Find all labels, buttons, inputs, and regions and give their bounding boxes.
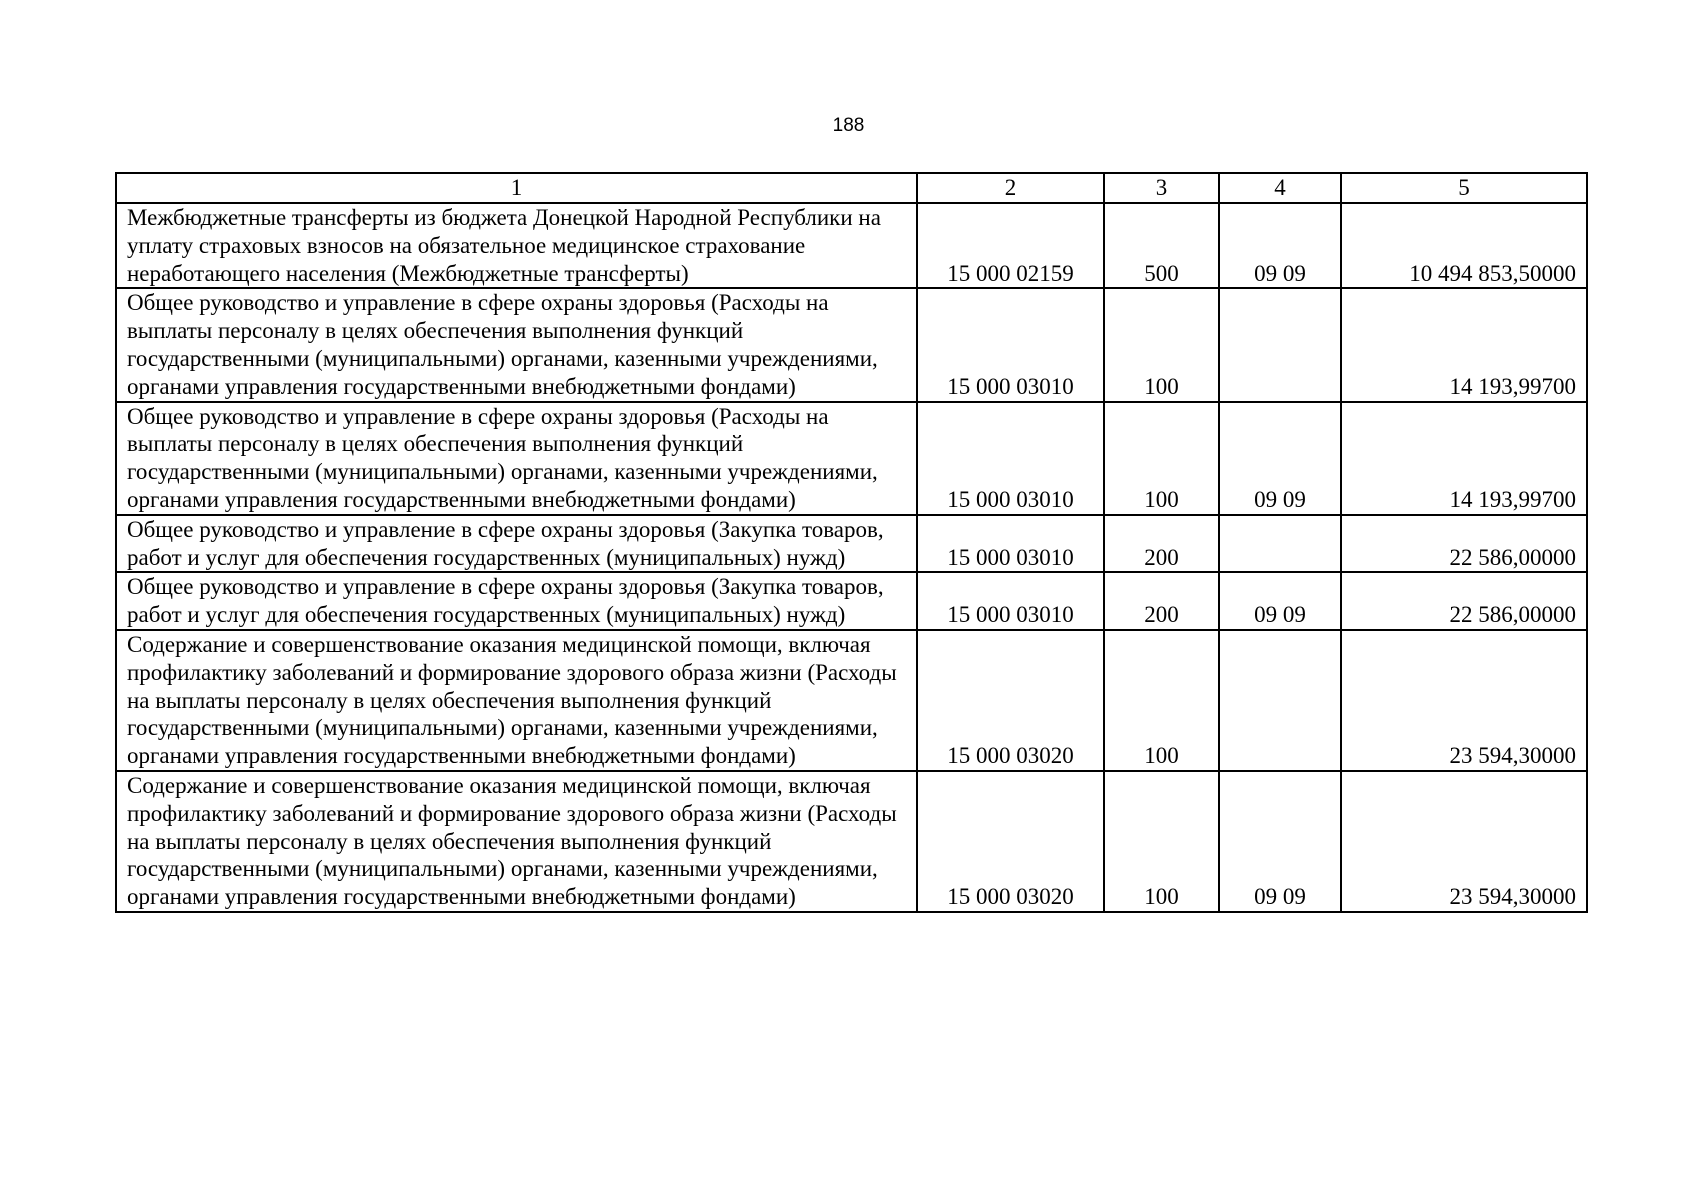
section-cell: 09 09 bbox=[1219, 771, 1341, 912]
section-cell bbox=[1219, 288, 1341, 401]
expense-name-cell: Содержание и совершенствование оказания медицинской помощи, включая профилактику заболеваний и формирование здорового образа жизни (Расходы на выплаты персоналу в целях обеспечения выполнения функций государственными (муниципальными) органами, казенными учреждениями, органами управления государственными внебюджетными фондами) bbox=[116, 630, 917, 771]
expense-name-cell: Общее руководство и управление в сфере охраны здоровья (Расходы на выплаты персоналу в целях обеспечения выполнения функций государственными (муниципальными) органами, казенными учреждениями, органами управления государственными внебюджетными фондами) bbox=[116, 288, 917, 401]
section-cell bbox=[1219, 515, 1341, 573]
amount-cell: 22 586,00000 bbox=[1341, 572, 1587, 630]
column-header-3: 3 bbox=[1104, 173, 1219, 203]
amount-cell: 22 586,00000 bbox=[1341, 515, 1587, 573]
table-row bbox=[116, 515, 1587, 573]
target-article-cell: 15 000 03020 bbox=[917, 630, 1104, 771]
amount-cell: 14 193,99700 bbox=[1341, 402, 1587, 515]
target-article-cell: 15 000 03010 bbox=[917, 515, 1104, 573]
column-header-4: 4 bbox=[1219, 173, 1341, 203]
target-article-cell: 15 000 02159 bbox=[917, 203, 1104, 288]
expense-name-cell: Общее руководство и управление в сфере охраны здоровья (Закупка товаров, работ и услуг для обеспечения государственных (муниципальных) нужд) bbox=[116, 572, 917, 630]
expense-type-cell: 200 bbox=[1104, 572, 1219, 630]
table-row bbox=[116, 288, 1587, 401]
table-row bbox=[116, 402, 1587, 515]
section-cell: 09 09 bbox=[1219, 572, 1341, 630]
table-row bbox=[116, 771, 1587, 912]
expense-type-cell: 100 bbox=[1104, 402, 1219, 515]
target-article-cell: 15 000 03010 bbox=[917, 402, 1104, 515]
target-article-cell: 15 000 03010 bbox=[917, 572, 1104, 630]
expense-type-cell: 100 bbox=[1104, 771, 1219, 912]
expense-name-cell: Содержание и совершенствование оказания медицинской помощи, включая профилактику заболеваний и формирование здорового образа жизни (Расходы на выплаты персоналу в целях обеспечения выполнения функций государственными (муниципальными) органами, казенными учреждениями, органами управления государственными внебюджетными фондами) bbox=[116, 771, 917, 912]
column-header-2: 2 bbox=[917, 173, 1104, 203]
table-header-row bbox=[116, 173, 1587, 203]
amount-cell: 10 494 853,50000 bbox=[1341, 203, 1587, 288]
expense-name-cell: Общее руководство и управление в сфере охраны здоровья (Расходы на выплаты персоналу в целях обеспечения выполнения функций государственными (муниципальными) органами, казенными учреждениями, органами управления государственными внебюджетными фондами) bbox=[116, 402, 917, 515]
expense-type-cell: 100 bbox=[1104, 288, 1219, 401]
target-article-cell: 15 000 03020 bbox=[917, 771, 1104, 912]
expense-name-cell: Межбюджетные трансферты из бюджета Донецкой Народной Республики на уплату страховых взносов на обязательное медицинское страхование неработающего населения (Межбюджетные трансферты) bbox=[116, 203, 917, 288]
column-header-1: 1 bbox=[116, 173, 917, 203]
section-cell: 09 09 bbox=[1219, 402, 1341, 515]
expense-type-cell: 500 bbox=[1104, 203, 1219, 288]
budget-table bbox=[115, 172, 1588, 913]
page-number: 188 bbox=[832, 115, 865, 136]
expense-name-cell: Общее руководство и управление в сфере охраны здоровья (Закупка товаров, работ и услуг для обеспечения государственных (муниципальных) нужд) bbox=[116, 515, 917, 573]
section-cell: 09 09 bbox=[1219, 203, 1341, 288]
section-cell bbox=[1219, 630, 1341, 771]
table-row bbox=[116, 203, 1587, 288]
amount-cell: 14 193,99700 bbox=[1341, 288, 1587, 401]
target-article-cell: 15 000 03010 bbox=[917, 288, 1104, 401]
table-row bbox=[116, 572, 1587, 630]
expense-type-cell: 200 bbox=[1104, 515, 1219, 573]
amount-cell: 23 594,30000 bbox=[1341, 630, 1587, 771]
table-row bbox=[116, 630, 1587, 771]
column-header-5: 5 bbox=[1341, 173, 1587, 203]
amount-cell: 23 594,30000 bbox=[1341, 771, 1587, 912]
expense-type-cell: 100 bbox=[1104, 630, 1219, 771]
